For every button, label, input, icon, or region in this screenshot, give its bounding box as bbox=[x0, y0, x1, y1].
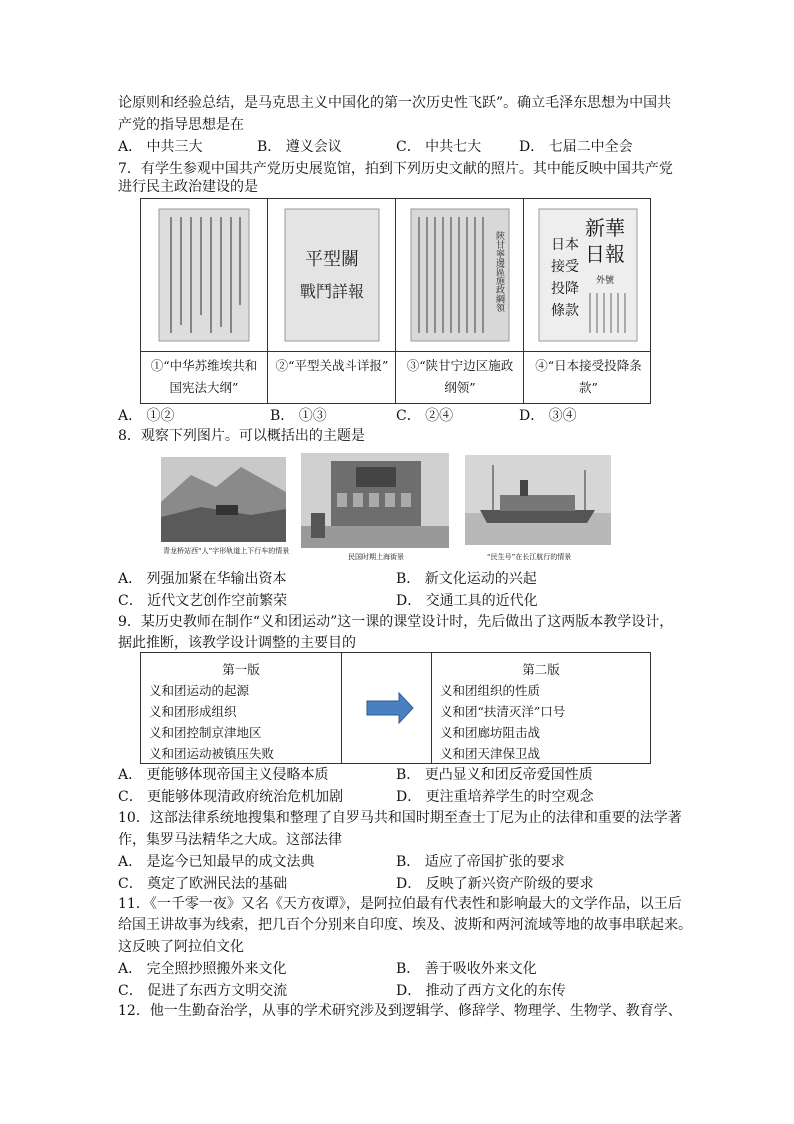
steamship-caption: “民生号”在长江航行的情景 bbox=[487, 553, 572, 561]
question-9-options bbox=[118, 764, 678, 808]
option-a: A． 更能够体现帝国主义侵略本质 bbox=[118, 767, 329, 783]
option-b: B． 遵义会议 bbox=[257, 139, 342, 155]
option-c: C． 促进了东西方文明交流 bbox=[118, 983, 288, 999]
svg-text:日報: 日報 bbox=[585, 242, 625, 266]
document-caption-4: ④“日本接受投降条款” bbox=[535, 358, 642, 395]
document-cell-3 bbox=[397, 199, 524, 403]
option-d: D． 更注重培养学生的时空观念 bbox=[396, 789, 594, 805]
option-b: B． ①③ bbox=[270, 408, 327, 424]
option-a: A． 是迄今已知最早的成文法典 bbox=[118, 854, 315, 870]
question-9-design-table bbox=[140, 652, 651, 764]
option-b: B． 更凸显义和团反帝爱国性质 bbox=[396, 767, 593, 783]
version-2-column bbox=[432, 653, 650, 763]
question-11-stem-line-3: 这反映了阿拉伯文化 bbox=[118, 939, 244, 955]
option-a: A． ①② bbox=[118, 408, 175, 424]
question-9-stem-line-1: 9．某历史教师在制作“义和团运动”这一课的课堂设计时，先后做出了这两版本教学设计， bbox=[118, 614, 674, 630]
svg-text:戰鬥詳報: 戰鬥詳報 bbox=[299, 282, 365, 301]
document-photo-4 bbox=[535, 205, 641, 345]
right-arrow-icon bbox=[341, 653, 431, 763]
question-10-stem-line-1: 10．这部法律系统地搜集和整理了自罗马共和国时期至查士丁尼为止的法律和重要的法学著 bbox=[118, 810, 682, 826]
option-d: D． ③④ bbox=[519, 408, 577, 424]
option-b: B． 善于吸收外来文化 bbox=[396, 961, 537, 977]
option-b: B． 新文化运动的兴起 bbox=[396, 571, 537, 587]
svg-text:接受: 接受 bbox=[551, 259, 579, 275]
question-6-stem-line-1: 论原则和经验总结，是马克思主义中国化的第一次历史性飞跃”。确立毛泽东思想为中国共 bbox=[118, 95, 672, 111]
arrow-column bbox=[341, 653, 432, 763]
question-11-stem-line-1: 11．《一千零一夜》又名《天方夜谭》，是阿拉伯最有代表性和影响最大的文学作品，以王后 bbox=[118, 896, 682, 912]
railway-photo bbox=[161, 457, 286, 542]
svg-text:投降: 投降 bbox=[551, 281, 579, 297]
svg-text:日本: 日本 bbox=[551, 237, 579, 253]
version-2-item: 义和团“扶清灭洋”口号 bbox=[440, 704, 566, 719]
document-caption-3: ③“陕甘宁边区施政纲领” bbox=[406, 358, 514, 395]
option-d: D． 反映了新兴资产阶级的要求 bbox=[396, 876, 594, 892]
option-c: C． 更能够体现清政府统治危机加剧 bbox=[118, 789, 344, 805]
question-11-options bbox=[118, 958, 678, 1002]
question-8-stem: 8．观察下列图片。可以概括出的主题是 bbox=[118, 428, 365, 444]
shanghai-street-photo bbox=[301, 453, 449, 548]
version-2-item: 义和团组织的性质 bbox=[440, 683, 541, 698]
svg-text:外號: 外號 bbox=[595, 276, 615, 286]
document-photo-3 bbox=[407, 205, 513, 345]
shanghai-street-caption: 民国时期上海街景 bbox=[348, 553, 404, 561]
document-photo-2 bbox=[279, 205, 385, 345]
steamship-photo bbox=[465, 455, 611, 545]
version-1-column bbox=[141, 653, 342, 763]
version-1-title: 第一版 bbox=[222, 662, 260, 677]
question-7-document-table bbox=[140, 198, 651, 404]
version-1-item: 义和团控制京津地区 bbox=[149, 725, 262, 740]
question-10-stem-line-2: 作，集罗马法精华之大成。这部法律 bbox=[118, 832, 342, 848]
question-9-stem-line-2: 据此推断，该教学设计调整的主要目的 bbox=[118, 635, 356, 651]
option-d: D． 推动了西方文化的东传 bbox=[396, 983, 566, 999]
option-c: C． 中共七大 bbox=[396, 139, 482, 155]
question-11-stem-line-2: 给国王讲故事为线索，把几百个分别来自印度、埃及、波斯和两河流域等地的故事串联起来。 bbox=[118, 917, 692, 933]
option-c: C． 奠定了欧洲民法的基础 bbox=[118, 876, 288, 892]
version-1-item: 义和团运动被镇压失败 bbox=[149, 746, 275, 761]
document-cell-1 bbox=[141, 199, 268, 403]
question-7-stem-line-1: 7．有学生参观中国共产党历史展览馆，拍到下列历史文献的照片。其中能反映中国共产党 bbox=[118, 161, 673, 177]
version-2-item: 义和团天津保卫战 bbox=[440, 746, 541, 761]
option-c: C． 近代文艺创作空前繁荣 bbox=[118, 593, 288, 609]
railway-photo-caption: 青龙桥站西“人”字形轨道上下行车的情景 bbox=[163, 547, 290, 555]
document-caption-1: ①“中华苏维埃共和国宪法大纲” bbox=[150, 358, 258, 395]
option-a: A． 完全照抄照搬外来文化 bbox=[118, 961, 287, 977]
question-7-stem-line-2: 进行民主政治建设的是 bbox=[118, 179, 258, 195]
document-cell-2 bbox=[269, 199, 396, 403]
svg-text:陝甘寧邊區施政綱領: 陝甘寧邊區施政綱領 bbox=[494, 231, 504, 312]
svg-text:條款: 條款 bbox=[551, 303, 579, 319]
document-caption-2: ②“平型关战斗详报” bbox=[275, 358, 389, 373]
option-a: A． 中共三大 bbox=[118, 139, 203, 155]
version-2-title: 第二版 bbox=[522, 662, 560, 677]
question-10-options bbox=[118, 851, 678, 895]
svg-text:新華: 新華 bbox=[585, 216, 625, 240]
document-cell-4 bbox=[525, 199, 652, 403]
question-6-stem-line-2: 产党的指导思想是在 bbox=[118, 117, 244, 133]
option-a: A． 列强加紧在华输出资本 bbox=[118, 571, 287, 587]
version-1-item: 义和团形成组织 bbox=[149, 704, 237, 719]
option-b: B． 适应了帝国扩张的要求 bbox=[396, 854, 565, 870]
document-photo-1 bbox=[151, 205, 257, 345]
version-1-item: 义和团运动的起源 bbox=[149, 683, 250, 698]
option-d: D． 七届二中全会 bbox=[519, 139, 633, 155]
question-8-options bbox=[118, 568, 678, 612]
question-12-stem: 12．他一生勤奋治学，从事的学术研究涉及到逻辑学、修辞学、物理学、生物学、教育学、 bbox=[118, 1003, 682, 1019]
option-d: D． 交通工具的近代化 bbox=[396, 593, 538, 609]
option-c: C． ②④ bbox=[396, 408, 454, 424]
version-2-item: 义和团廊坊阻击战 bbox=[440, 725, 541, 740]
doc2-text: 平型關 bbox=[305, 249, 359, 270]
question-7-options bbox=[118, 405, 678, 427]
question-6-options bbox=[118, 136, 678, 158]
